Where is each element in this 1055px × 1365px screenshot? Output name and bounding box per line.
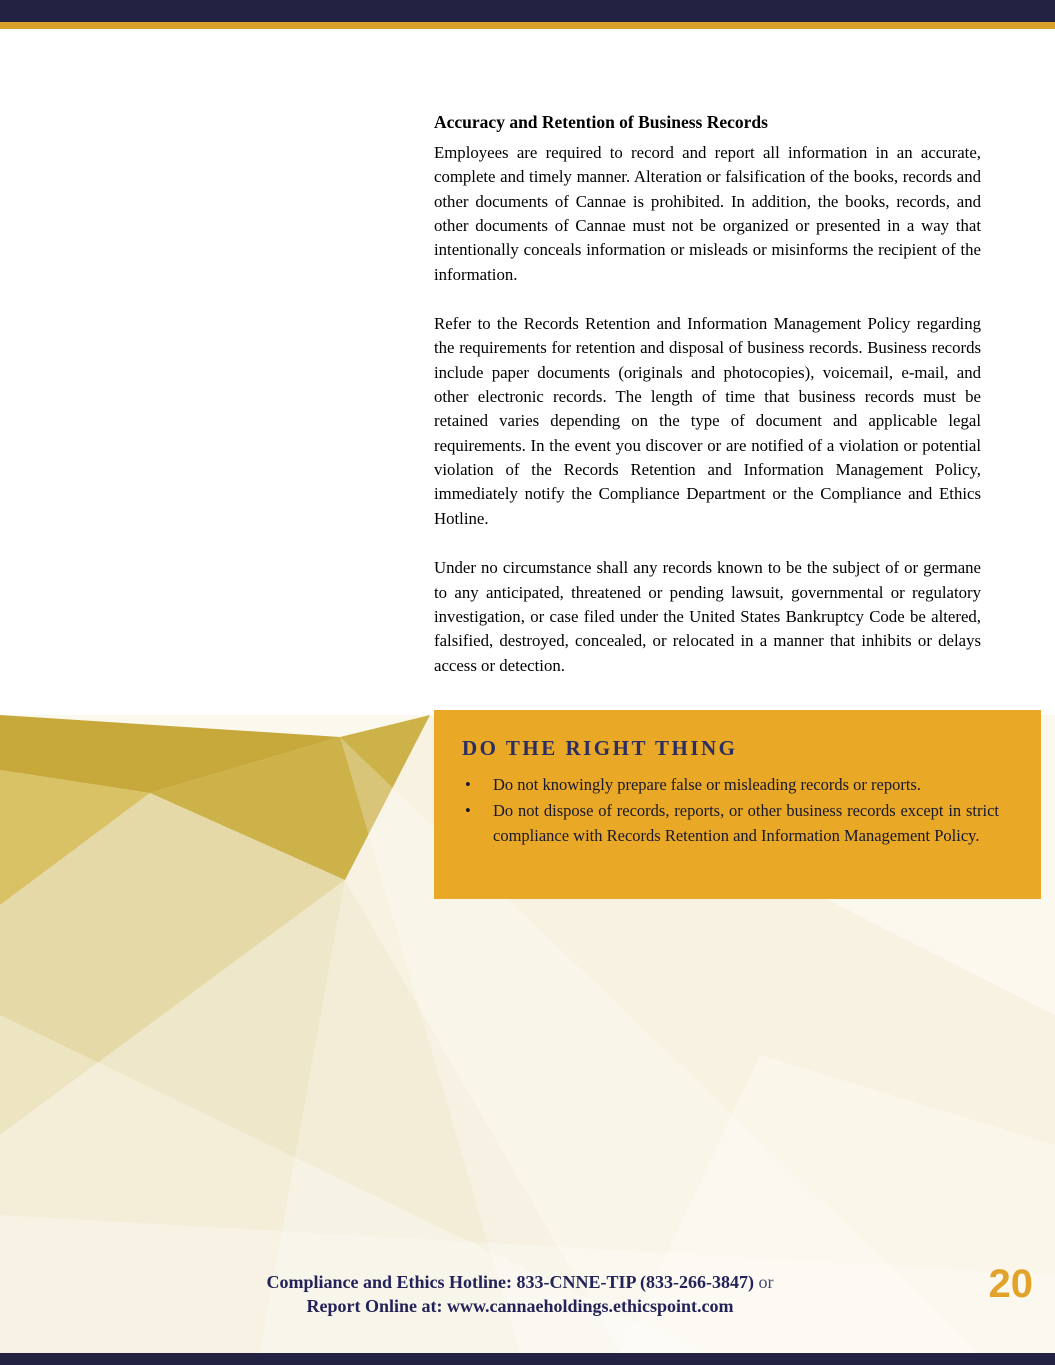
footer-report-url: Report Online at: www.cannaeholdings.ethicspoint.com bbox=[306, 1296, 734, 1317]
footer-hotline: Compliance and Ethics Hotline: 833-CNNE-TIP (833-266-3847) bbox=[266, 1272, 754, 1292]
bottom-navy-bar bbox=[0, 1353, 1055, 1365]
callout-box bbox=[434, 710, 1041, 899]
footer bbox=[110, 1270, 930, 1319]
callout-bullet-list bbox=[462, 773, 999, 848]
top-navy-bar bbox=[0, 0, 1055, 22]
paragraph-2: Refer to the Records Retention and Information Management Policy regarding the requirements for retention and disposal of business records. Business records include paper documents (originals and photocopies), voicemail, e-mail, and other electronic records. The length of time that business records must be retained varies depending on the type of document and applicable legal requirements. In the event you discover or are notified of a violation or potential violation of the Records Retention and Information Management Policy, immediately notify the Compliance Department or the Compliance and Ethics Hotline. bbox=[434, 314, 981, 528]
paragraph-1: Employees are required to record and report all information in an accurate, complete and timely manner. Alteration or falsification of the books, records and other documents of Cannae is prohibited. In addition, the books, records, and other documents of Cannae must not be organized or presented in a way that intentionally conceals information or misleads or misinforms the recipient of the information. bbox=[434, 143, 981, 284]
page-number: 20 bbox=[988, 1262, 1033, 1306]
paragraph-3: Under no circumstance shall any records known to be the subject of or germane to any anticipated, threatened or pending lawsuit, governmental or regulatory investigation, or case filed under the United States Bankruptcy Code be altered, falsified, destroyed, concealed, or relocated in a manner that inhibits or delays access or detection. bbox=[434, 558, 981, 675]
callout-title: DO THE RIGHT THING bbox=[462, 736, 738, 760]
section-title: Accuracy and Retention of Business Records bbox=[434, 112, 768, 132]
top-gold-stripe bbox=[0, 22, 1055, 29]
bullet-item: • Do not knowingly prepare false or misleading records or reports. bbox=[462, 773, 999, 797]
footer-or: or bbox=[758, 1272, 774, 1292]
bullet-item: • Do not dispose of records, reports, or other business records except in strict compliance with Records Retention and Information Management Policy. bbox=[462, 799, 999, 848]
main-content bbox=[434, 112, 981, 703]
